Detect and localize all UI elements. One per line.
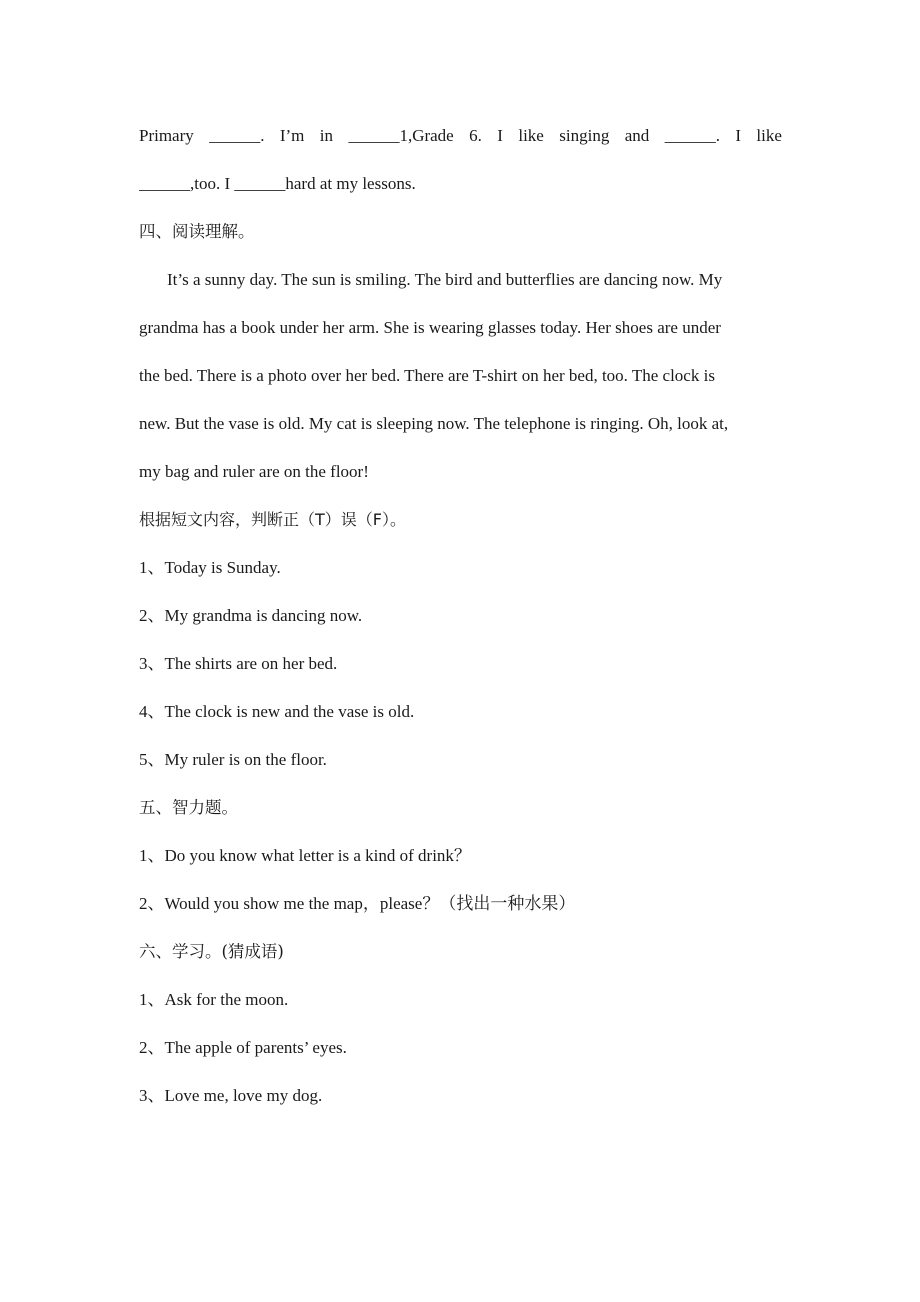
word: and [624,126,650,145]
passage-line: my bag and ruler are on the floor! [139,462,369,481]
question-item: 2、My grandma is dancing now. [139,606,363,625]
word: I [735,126,742,145]
word: singing [559,126,610,145]
section-4-instruction: 根据短文内容，判断正（T）误（F）。 [139,510,406,529]
word: I’m [279,126,305,145]
passage-line: new. But the vase is old. My cat is sleeping now. The telephone is ringing. Oh, look at, [139,414,729,433]
passage-line: It’s a sunny day. The sun is smiling. The bird and butterflies are dancing now. My [167,270,723,289]
question-item: 3、Love me, love my dog. [139,1086,323,1105]
word: Primary [139,126,194,145]
section-5-title: 五、智力题。 [139,798,238,817]
question-item: 1、Ask for the moon. [139,990,289,1009]
passage-line: the bed. There is a photo over her bed. There are T-shirt on her bed, too. The clock is [139,366,715,385]
word: I [497,126,503,145]
question-item: 4、The clock is new and the vase is old. [139,702,415,721]
question-item: 1、Do you know what letter is a kind of drink？ [139,846,471,865]
fill-blank-line-2: ______,too. I ______hard at my lessons. [139,174,416,193]
section-4-title: 四、阅读理解。 [139,222,255,241]
fill-blank-line-1 [139,112,782,160]
question-item: 2、Would you show me the map，please？（找出一种水果） [139,894,576,913]
question-item: 2、The apple of parents’ eyes. [139,1038,347,1057]
question-item: 3、The shirts are on her bed. [139,654,338,673]
blank: ______. [209,126,265,145]
blank: ______1,Grade [348,126,454,145]
blank: ______. [664,126,720,145]
word: like [518,126,544,145]
document-page [139,112,782,1120]
passage-line: grandma has a book under her arm. She is wearing glasses today. Her shoes are under [139,318,721,337]
question-item: 1、Today is Sunday. [139,558,281,577]
word: in [319,126,334,145]
question-item: 5、My ruler is on the floor. [139,750,327,769]
section-6-title: 六、学习。(猜成语) [139,942,284,961]
word: 6. [469,126,482,145]
word: like [756,126,782,145]
